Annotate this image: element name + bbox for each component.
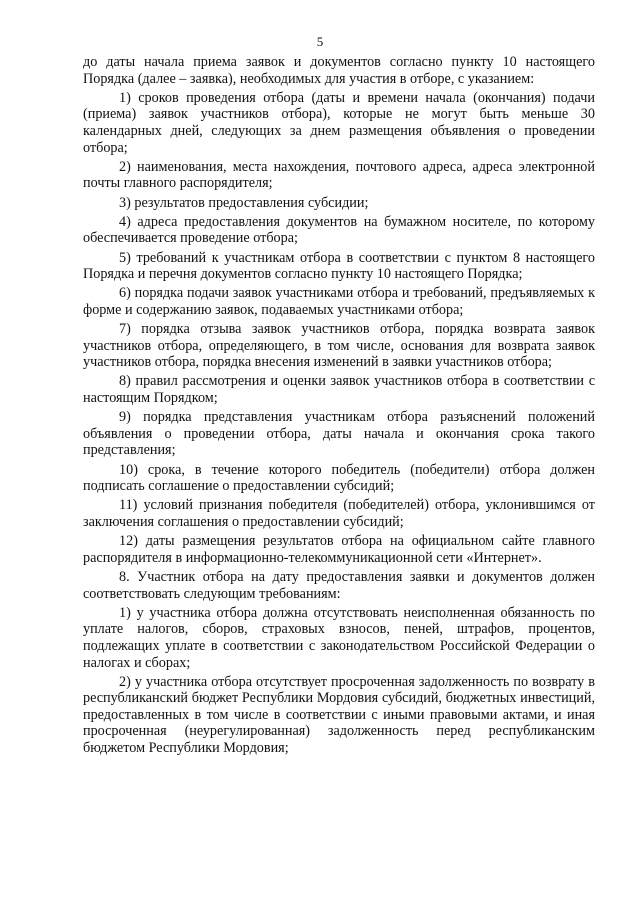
paragraph-clause-8: 8. Участник отбора на дату предоставления заявки и документов должен соответствовать следующим требованиям: xyxy=(83,568,595,602)
document-body xyxy=(83,54,595,759)
paragraph-item-9: 9) порядка представления участникам отбора разъяснений положений объявления о проведении отбора, даты начала и окончания срока такого представления; xyxy=(83,409,595,459)
paragraph-requirement-2: 2) у участника отбора отсутствует просроченная задолженность по возврату в республиканский бюджет Республики Мордовия субсидий, бюджетных инвестиций, предоставленных в том числе в соответствии с иными правовыми актами, и иная просроченная (неурегулированная) задолженность перед республиканским бюджетом Республики Мордовия; xyxy=(83,673,595,757)
paragraph-requirement-1: 1) у участника отбора должна отсутствовать неисполненная обязанность по уплате налогов, сборов, страховых взносов, пеней, штрафов, процентов, подлежащих уплате в соответствии с законодательством Российской Федерации о налогах и сборах; xyxy=(83,604,595,671)
paragraph-item-10: 10) срока, в течение которого победитель (победители) отбора должен подписать соглашение о предоставлении субсидий; xyxy=(83,461,595,495)
paragraph-item-3: 3) результатов предоставления субсидии; xyxy=(119,194,369,211)
page-number: 5 xyxy=(316,34,324,49)
paragraph-item-7: 7) порядка отзыва заявок участников отбора, порядка возврата заявок участников отбора, определяющего, в том числе, основания для возврата заявок участников отбора, порядка внесения изменений в заявки участников отбора; xyxy=(83,321,595,371)
paragraph-item-12: 12) даты размещения результатов отбора на официальном сайте главного распорядителя в информационно-телекоммуникационной сети «Интернет». xyxy=(83,533,595,566)
paragraph-item-5: 5) требований к участникам отбора в соответствии с пунктом 8 настоящего Порядка и перечня документов согласно пункту 10 настоящего Порядка; xyxy=(83,249,595,283)
paragraph-item-6: 6) порядка подачи заявок участниками отбора и требований, предъявляемых к форме и содержанию заявок, подаваемых участниками отбора; xyxy=(83,285,595,318)
paragraph-item-4: 4) адреса предоставления документов на бумажном носителе, по которому обеспечивается проведение отбора; xyxy=(83,213,595,247)
paragraph-item-1: 1) сроков проведения отбора (даты и времени начала (окончания) подачи (приема) заявок участников отбора), которые не могут быть меньше 30 календарных дней, следующих за днем размещения объявления о проведении отбора; xyxy=(83,89,595,156)
paragraph-item-2: 2) наименования, места нахождения, почтового адреса, адреса электронной почты главного распорядителя; xyxy=(83,158,595,192)
paragraph-item-11: 11) условий признания победителя (победителей) отбора, уклонившимся от заключения соглашения о предоставлении субсидий; xyxy=(83,497,595,530)
paragraph-continuation: до даты начала приема заявок и документов согласно пункту 10 настоящего Порядка (далее – заявка), необходимых для участия в отборе, с указанием: xyxy=(83,54,595,87)
paragraph-item-8: 8) правил рассмотрения и оценки заявок участников отбора в соответствии с настоящим Порядком; xyxy=(83,373,595,407)
